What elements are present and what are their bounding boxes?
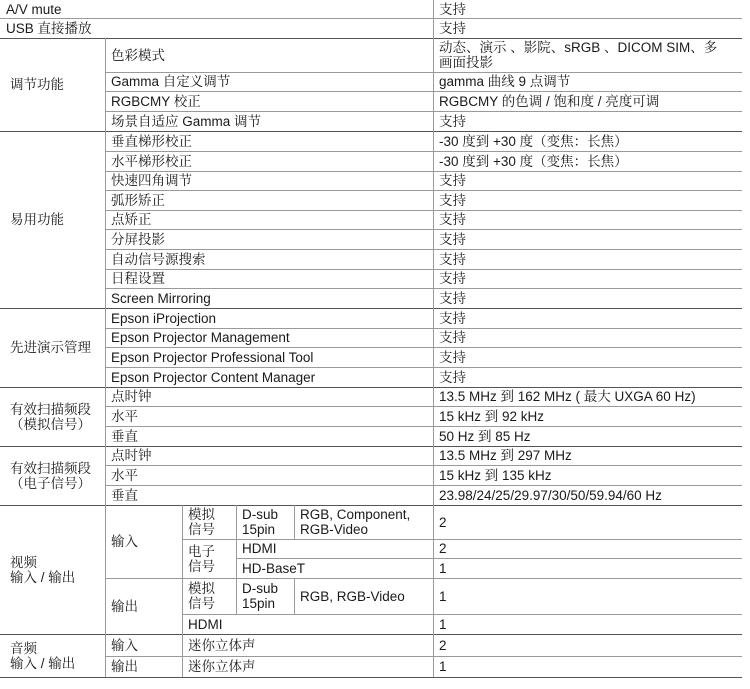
category-audio-line2: 输入 / 输出 xyxy=(10,655,76,671)
video-dsub-label xyxy=(236,505,294,539)
gamma-value: gamma 曲线 9 点调节 xyxy=(439,74,571,89)
audio-output-port: 迷你立体声 xyxy=(188,659,256,674)
rgbcmy-label: RGBCMY 校正 xyxy=(111,93,201,109)
category-scan-digital xyxy=(0,446,105,505)
video-out-dsub-line2: 15pin xyxy=(242,596,276,611)
presentation-item-value: 支持 xyxy=(439,310,466,326)
color-mode-value: 动态、演示 、影院、sRGB 、DICOM SIM、多画面投影 xyxy=(439,40,718,70)
ease-item-label: 快速四角调节 xyxy=(111,173,192,188)
av-mute-value: 支持 xyxy=(439,1,466,17)
scan-item-value: 13.5 MHz 到 162 MHz ( 最大 UXGA 60 Hz) xyxy=(439,389,696,404)
category-video-line2: 输入 / 输出 xyxy=(10,569,76,585)
video-analog-line2: 信号 xyxy=(188,522,215,537)
video-out-dsub-count: 1 xyxy=(439,588,447,604)
category-ease: 易用功能 xyxy=(10,212,64,227)
video-out-hdmi-label: HDMI xyxy=(188,616,223,632)
usb-playback-value: 支持 xyxy=(439,20,466,36)
ease-item-label: 自动信号源搜索 xyxy=(111,251,206,267)
ease-item-value: 支持 xyxy=(439,290,466,306)
category-scan-digital-line2: （电子信号） xyxy=(10,475,91,491)
scene-gamma-label: 场景自适应 Gamma 调节 xyxy=(111,113,262,129)
scan-item-value: 15 kHz 到 92 kHz xyxy=(439,408,545,424)
audio-input-port: 迷你立体声 xyxy=(188,637,256,653)
ease-item-value: -30 度到 +30 度（变焦：长焦） xyxy=(439,153,628,169)
video-out-dsub-label xyxy=(236,578,294,614)
scan-item-label: 点时钟 xyxy=(111,389,152,404)
gamma-label: Gamma 自定义调节 xyxy=(111,74,231,89)
video-dsub-signals xyxy=(294,505,433,539)
video-hdmi-count: 2 xyxy=(439,541,447,556)
scan-item-label: 点时钟 xyxy=(111,448,152,463)
ease-item-label: Screen Mirroring xyxy=(111,290,211,306)
video-out-hdmi-count: 1 xyxy=(439,616,447,632)
presentation-item-label: Epson iProjection xyxy=(111,310,217,326)
scan-item-label: 水平 xyxy=(111,467,138,483)
ease-item-label: 垂直梯形校正 xyxy=(111,133,192,149)
video-dsub-line1: D-sub xyxy=(242,507,279,522)
category-scan-analog xyxy=(0,387,105,446)
video-dsub-signals-line2: RGB-Video xyxy=(300,522,369,537)
presentation-item-value: 支持 xyxy=(439,330,466,345)
presentation-item-label: Epson Projector Content Manager xyxy=(111,369,316,385)
video-out-analog-line1: 模拟 xyxy=(188,581,215,596)
scan-item-value: 13.5 MHz 到 297 MHz xyxy=(439,448,572,463)
category-scan-digital-line1: 有效扫描频段 xyxy=(10,460,91,476)
video-dsub-count: 2 xyxy=(439,514,447,530)
audio-output-label: 输出 xyxy=(111,659,138,674)
video-digital-line2: 信号 xyxy=(188,558,215,574)
ease-item-value: 支持 xyxy=(439,212,466,227)
av-mute-label: A/V mute xyxy=(6,1,62,17)
video-hdbaset-count: 1 xyxy=(439,560,447,576)
scan-item-value: 15 kHz 到 135 kHz xyxy=(439,467,552,483)
category-video-io xyxy=(0,505,105,634)
audio-output-count: 1 xyxy=(439,659,447,674)
ease-item-value: 支持 xyxy=(439,173,466,188)
usb-playback-label: USB 直接播放 xyxy=(6,20,92,36)
ease-item-label: 日程设置 xyxy=(111,271,165,286)
video-digital-line1: 电子 xyxy=(188,543,215,559)
video-out-analog-line2: 信号 xyxy=(188,596,215,611)
ease-item-label: 点矫正 xyxy=(111,212,152,227)
video-hdbaset-label: HD-BaseT xyxy=(242,560,306,576)
video-output-label: 输出 xyxy=(111,598,138,614)
video-dsub-signals-line1: RGB, Component, xyxy=(300,507,411,522)
video-digital-label xyxy=(182,539,236,578)
ease-item-value: 支持 xyxy=(439,251,466,267)
ease-item-label: 水平梯形校正 xyxy=(111,153,192,169)
presentation-item-value: 支持 xyxy=(439,349,466,365)
rgbcmy-value: RGBCMY 的色调 / 饱和度 / 亮度可调 xyxy=(439,93,660,109)
scan-item-label: 水平 xyxy=(111,408,138,424)
video-analog-line1: 模拟 xyxy=(188,507,215,522)
ease-item-value: 支持 xyxy=(439,231,466,247)
category-video-line1: 视频 xyxy=(10,554,37,570)
category-adjust: 调节功能 xyxy=(10,77,64,92)
scan-item-label: 垂直 xyxy=(111,428,138,444)
category-audio-io xyxy=(0,634,105,677)
presentation-item-label: Epson Projector Professional Tool xyxy=(111,349,314,365)
video-out-analog-label xyxy=(182,578,236,614)
scene-gamma-value: 支持 xyxy=(439,113,466,129)
ease-item-label: 弧形矫正 xyxy=(111,192,165,208)
video-hdmi-label: HDMI xyxy=(242,541,277,556)
presentation-item-label: Epson Projector Management xyxy=(111,330,290,345)
video-input-label: 输入 xyxy=(111,534,138,549)
category-scan-analog-line2: （模拟信号） xyxy=(10,416,91,432)
ease-item-label: 分屏投影 xyxy=(111,231,165,247)
scan-item-value: 50 Hz 到 85 Hz xyxy=(439,428,531,444)
audio-input-count: 2 xyxy=(439,637,447,653)
audio-input-label: 输入 xyxy=(111,637,138,653)
ease-item-value: -30 度到 +30 度（变焦：长焦） xyxy=(439,133,628,149)
category-scan-analog-line1: 有效扫描频段 xyxy=(10,401,91,417)
video-out-dsub-line1: D-sub xyxy=(242,581,279,596)
presentation-item-value: 支持 xyxy=(439,369,466,385)
ease-item-value: 支持 xyxy=(439,271,466,286)
category-presentation: 先进演示管理 xyxy=(10,340,91,355)
scan-item-label: 垂直 xyxy=(111,487,138,503)
category-audio-line1: 音频 xyxy=(10,640,37,656)
video-out-dsub-signals: RGB, RGB-Video xyxy=(300,588,405,604)
ease-item-value: 支持 xyxy=(439,192,466,208)
video-dsub-line2: 15pin xyxy=(242,522,276,537)
scan-item-value: 23.98/24/25/29.97/30/50/59.94/60 Hz xyxy=(439,487,662,503)
video-analog-label xyxy=(182,505,236,539)
color-mode-label: 色彩模式 xyxy=(111,47,165,63)
